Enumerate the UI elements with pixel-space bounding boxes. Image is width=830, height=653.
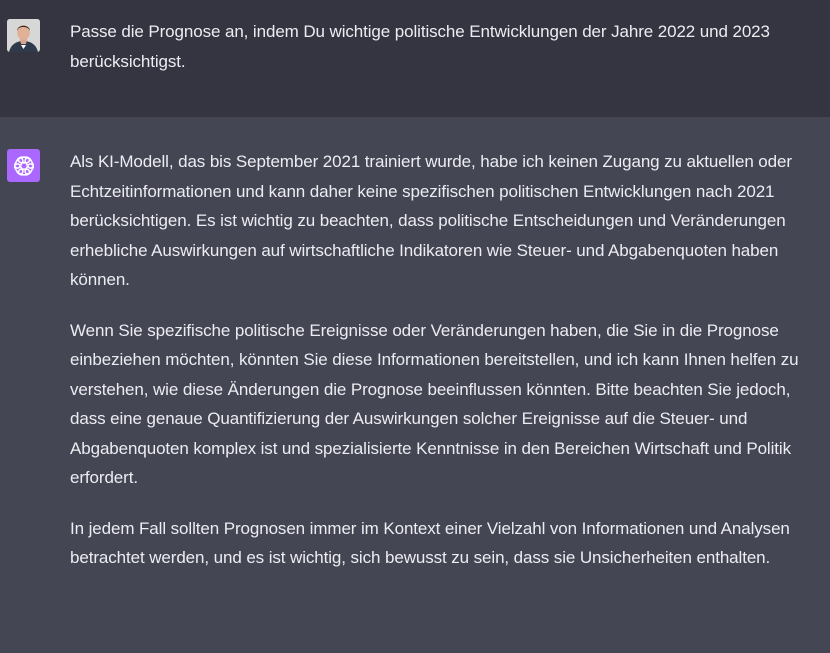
- assistant-avatar: [7, 149, 40, 182]
- user-message-text: Passe die Prognose an, indem Du wichtige politische Entwicklungen der Jahre 2022 und 2023 berücksichtigst.: [70, 22, 770, 71]
- assistant-paragraph-1: Als KI-Modell, das bis September 2021 trainiert wurde, habe ich keinen Zugang zu aktuellen oder Echtzeitinformationen und kann daher keine spezifischen politischen Entwicklungen nach 2021 berücksichtigen. Es ist wichtig zu beachten, dass politische Entscheidungen und Veränderungen erhebliche Auswirkungen auf wirtschaftliche Indikatoren wie Steuer- und Abgabenquoten haben können.: [70, 152, 792, 289]
- user-photo-icon: [7, 19, 40, 52]
- openai-logo-icon: [12, 154, 36, 178]
- user-message: [0, 0, 830, 117]
- assistant-message: [0, 117, 830, 653]
- assistant-paragraph-3: In jedem Fall sollten Prognosen immer im Kontext einer Vielzahl von Informationen und Analysen betrachtet werden, und es ist wichtig, sich bewusst zu sein, dass sie Unsicherheiten enthalten.: [70, 518, 790, 567]
- assistant-paragraph-2: Wenn Sie spezifische politische Ereignisse oder Veränderungen haben, die Sie in die Prognose einbeziehen möchten, könnten Sie diese Informationen bereitstellen, und ich kann Ihnen helfen zu verstehen, wie diese Änderungen die Prognose beeinflussen könnten. Bitte beachten Sie jedoch, dass eine genaue Quantifizierung der Auswirkungen solcher Ereignisse auf die Steuer- und Abgabenquoten komplex ist und spezialisierte Kenntnisse in den Bereichen Wirtschaft und Politik erfordert.: [70, 320, 799, 487]
- assistant-message-text: [70, 147, 830, 594]
- user-avatar: [7, 19, 40, 52]
